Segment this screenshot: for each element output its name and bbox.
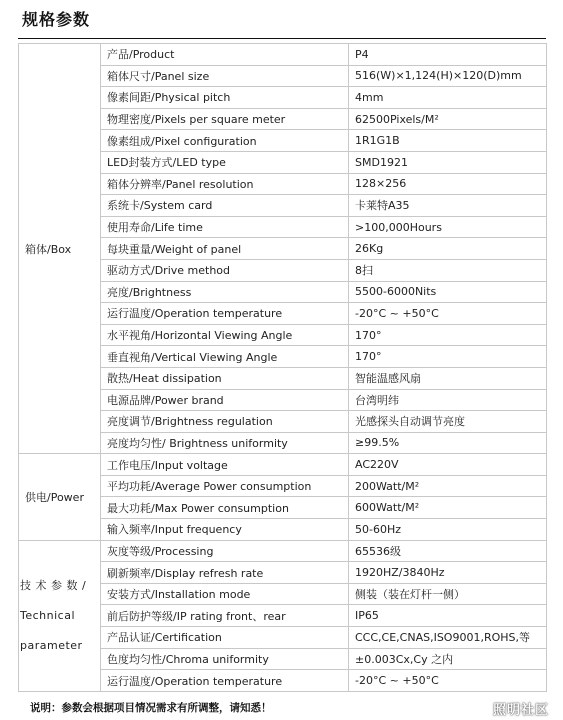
spec-label: 安装方式/Installation mode <box>101 583 349 605</box>
spec-value: 65536级 <box>349 540 547 562</box>
spec-label: 亮度均匀性/ Brightness uniformity <box>101 432 349 454</box>
spec-value: AC220V <box>349 454 547 476</box>
spec-label: 产品/Product <box>101 44 349 66</box>
watermark-logo: 照明社区 <box>492 703 549 718</box>
group-label-power: 供电/Power <box>19 454 101 540</box>
table-row <box>19 44 547 66</box>
spec-label: 垂直视角/Vertical Viewing Angle <box>101 346 349 368</box>
table-row <box>19 454 547 476</box>
spec-value: CCC,CE,CNAS,ISO9001,ROHS,等 <box>349 627 547 649</box>
spec-value: IP65 <box>349 605 547 627</box>
spec-value: 台湾明纬 <box>349 389 547 411</box>
spec-table <box>18 43 547 692</box>
spec-value: ±0.003Cx,Cy 之内 <box>349 648 547 670</box>
spec-value: 128×256 <box>349 173 547 195</box>
spec-label: 色度均匀性/Chroma uniformity <box>101 648 349 670</box>
spec-value: 170° <box>349 346 547 368</box>
spec-value: 4mm <box>349 87 547 109</box>
spec-value: 516(W)×1,124(H)×120(D)mm <box>349 65 547 87</box>
spec-value: 1920HZ/3840Hz <box>349 562 547 584</box>
spec-value: 170° <box>349 324 547 346</box>
spec-label: 最大功耗/Max Power consumption <box>101 497 349 519</box>
spec-label: 驱动方式/Drive method <box>101 259 349 281</box>
spec-label: 亮度/Brightness <box>101 281 349 303</box>
spec-label: 前后防护等级/IP rating front、rear <box>101 605 349 627</box>
spec-label: 工作电压/Input voltage <box>101 454 349 476</box>
spec-value: 26Kg <box>349 238 547 260</box>
spec-label: 箱体分辨率/Panel resolution <box>101 173 349 195</box>
spec-label: 平均功耗/Average Power consumption <box>101 475 349 497</box>
spec-label: 每块重量/Weight of panel <box>101 238 349 260</box>
spec-label: LED封装方式/LED type <box>101 151 349 173</box>
spec-label: 水平视角/Horizontal Viewing Angle <box>101 324 349 346</box>
spec-value: 1R1G1B <box>349 130 547 152</box>
spec-label: 灰度等级/Processing <box>101 540 349 562</box>
spec-value: 侧装（装在灯杆一侧） <box>349 583 547 605</box>
spec-value: 光感探头自动调节亮度 <box>349 411 547 433</box>
group-label-line: 技 术 参 数 / <box>20 578 87 592</box>
spec-label: 亮度调节/Brightness regulation <box>101 411 349 433</box>
spec-label: 运行温度/Operation temperature <box>101 303 349 325</box>
spec-label: 使用寿命/Life time <box>101 216 349 238</box>
spec-value: ≥99.5% <box>349 432 547 454</box>
spec-value: 50-60Hz <box>349 519 547 541</box>
spec-value: P4 <box>349 44 547 66</box>
group-label-line: parameter <box>20 638 83 652</box>
spec-label: 输入频率/Input frequency <box>101 519 349 541</box>
spec-value: >100,000Hours <box>349 216 547 238</box>
spec-label: 像素间距/Physical pitch <box>101 87 349 109</box>
spec-value: 62500Pixels/M² <box>349 108 547 130</box>
table-row <box>19 540 547 562</box>
spec-value: 600Watt/M² <box>349 497 547 519</box>
top-rule <box>18 38 546 39</box>
spec-value: 智能温感风扇 <box>349 367 547 389</box>
spec-value: 8扫 <box>349 259 547 281</box>
spec-label: 物理密度/Pixels per square meter <box>101 108 349 130</box>
spec-value: 卡莱特A35 <box>349 195 547 217</box>
group-label-tech <box>19 540 101 691</box>
footer-note: 说明：参数会根据项目情况需求有所调整，请知悉！ <box>30 702 272 714</box>
spec-value: 5500-6000Nits <box>349 281 547 303</box>
spec-value: -20°C ~ +50°C <box>349 303 547 325</box>
spec-value: 200Watt/M² <box>349 475 547 497</box>
group-label-line: Technical <box>20 608 76 622</box>
spec-label: 运行温度/Operation temperature <box>101 670 349 692</box>
spec-label: 电源品牌/Power brand <box>101 389 349 411</box>
spec-value: -20°C ~ +50°C <box>349 670 547 692</box>
spec-label: 产品认证/Certification <box>101 627 349 649</box>
spec-label: 像素组成/Pixel configuration <box>101 130 349 152</box>
page-title: 规格参数 <box>22 10 91 29</box>
spec-label: 刷新频率/Display refresh rate <box>101 562 349 584</box>
spec-value: SMD1921 <box>349 151 547 173</box>
group-label-box: 箱体/Box <box>19 44 101 454</box>
spec-label: 箱体尺寸/Panel size <box>101 65 349 87</box>
spec-label: 系统卡/System card <box>101 195 349 217</box>
spec-label: 散热/Heat dissipation <box>101 367 349 389</box>
